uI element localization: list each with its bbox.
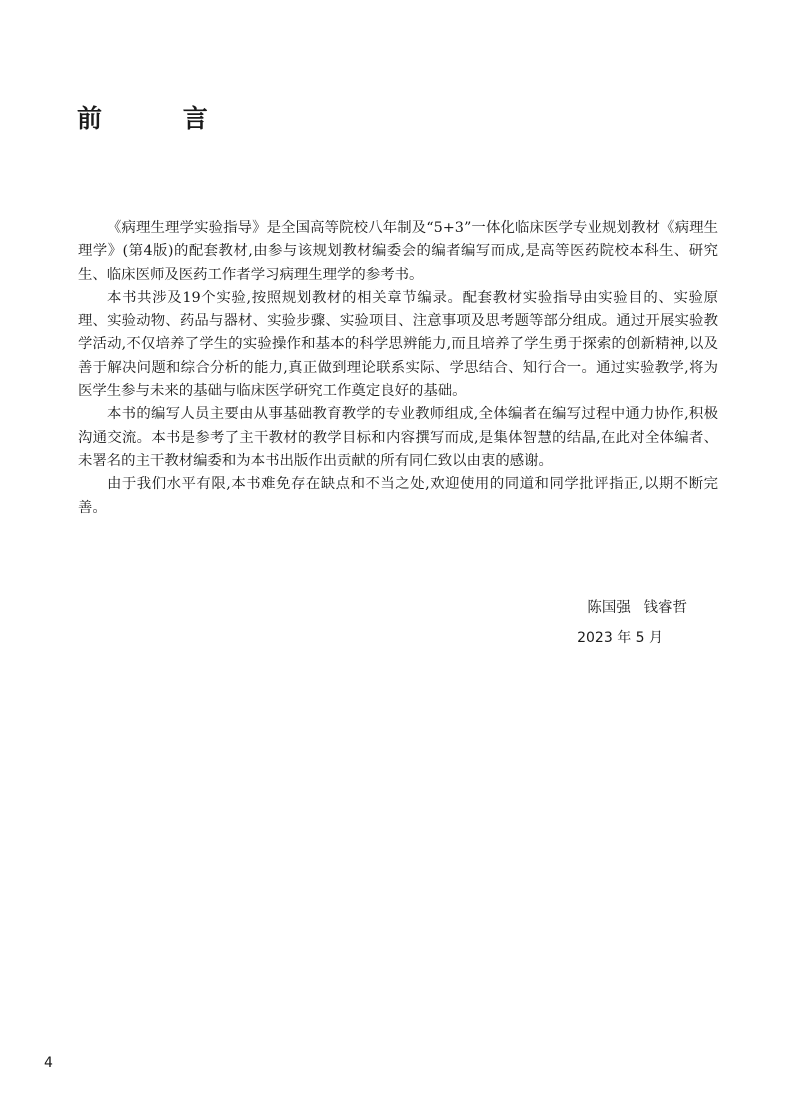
- page-title: 前 言: [77, 104, 244, 133]
- preface-body: [78, 217, 718, 520]
- preface-paragraph-2: 本书共涉及19个实验,按照规划教材的相关章节编录。配套教材实验指导由实验目的、实验原理、实验动物、药品与器材、实验步骤、实验项目、注意事项及思考题等部分组成。通过开展实验教学活动,不仅培养了学生的实验操作和基本的科学思辨能力,而且培养了学生勇于探索的创新精神,以及善于解决问题和综合分析的能力,真正做到理论联系实际、学思结合、知行合一。通过实验教学,将为医学生参与未来的基础与临床医学研究工作奠定良好的基础。: [78, 289, 718, 400]
- signature-block: [577, 596, 687, 650]
- preface-paragraph-1: 《病理生理学实验指导》是全国高等院校八年制及“5+3”一体化临床医学专业规划教材《病理生理学》(第4版)的配套教材,由参与该规划教材编委会的编者编写而成,是高等医药院校本科生、研究生、临床医师及医药工作者学习病理生理学的参考书。: [78, 220, 718, 283]
- preface-paragraph-3: 本书的编写人员主要由从事基础教育教学的专业教师组成,全体编者在编写过程中通力协作,积极沟通交流。本书是参考了主干教材的教学目标和内容撰写而成,是集体智慧的结晶,在此对全体编者、未署名的主干教材编委和为本书出版作出贡献的所有同仁致以由衷的感谢。: [78, 406, 718, 469]
- signature-date: 2023 年 5 月: [577, 630, 663, 646]
- preface-paragraph-4: 由于我们水平有限,本书难免存在缺点和不当之处,欢迎使用的同道和同学批评指正,以期不断完善。: [78, 476, 718, 516]
- signature-authors: 陈国强 钱睿哲: [587, 600, 687, 616]
- page-number: 4: [44, 1055, 53, 1071]
